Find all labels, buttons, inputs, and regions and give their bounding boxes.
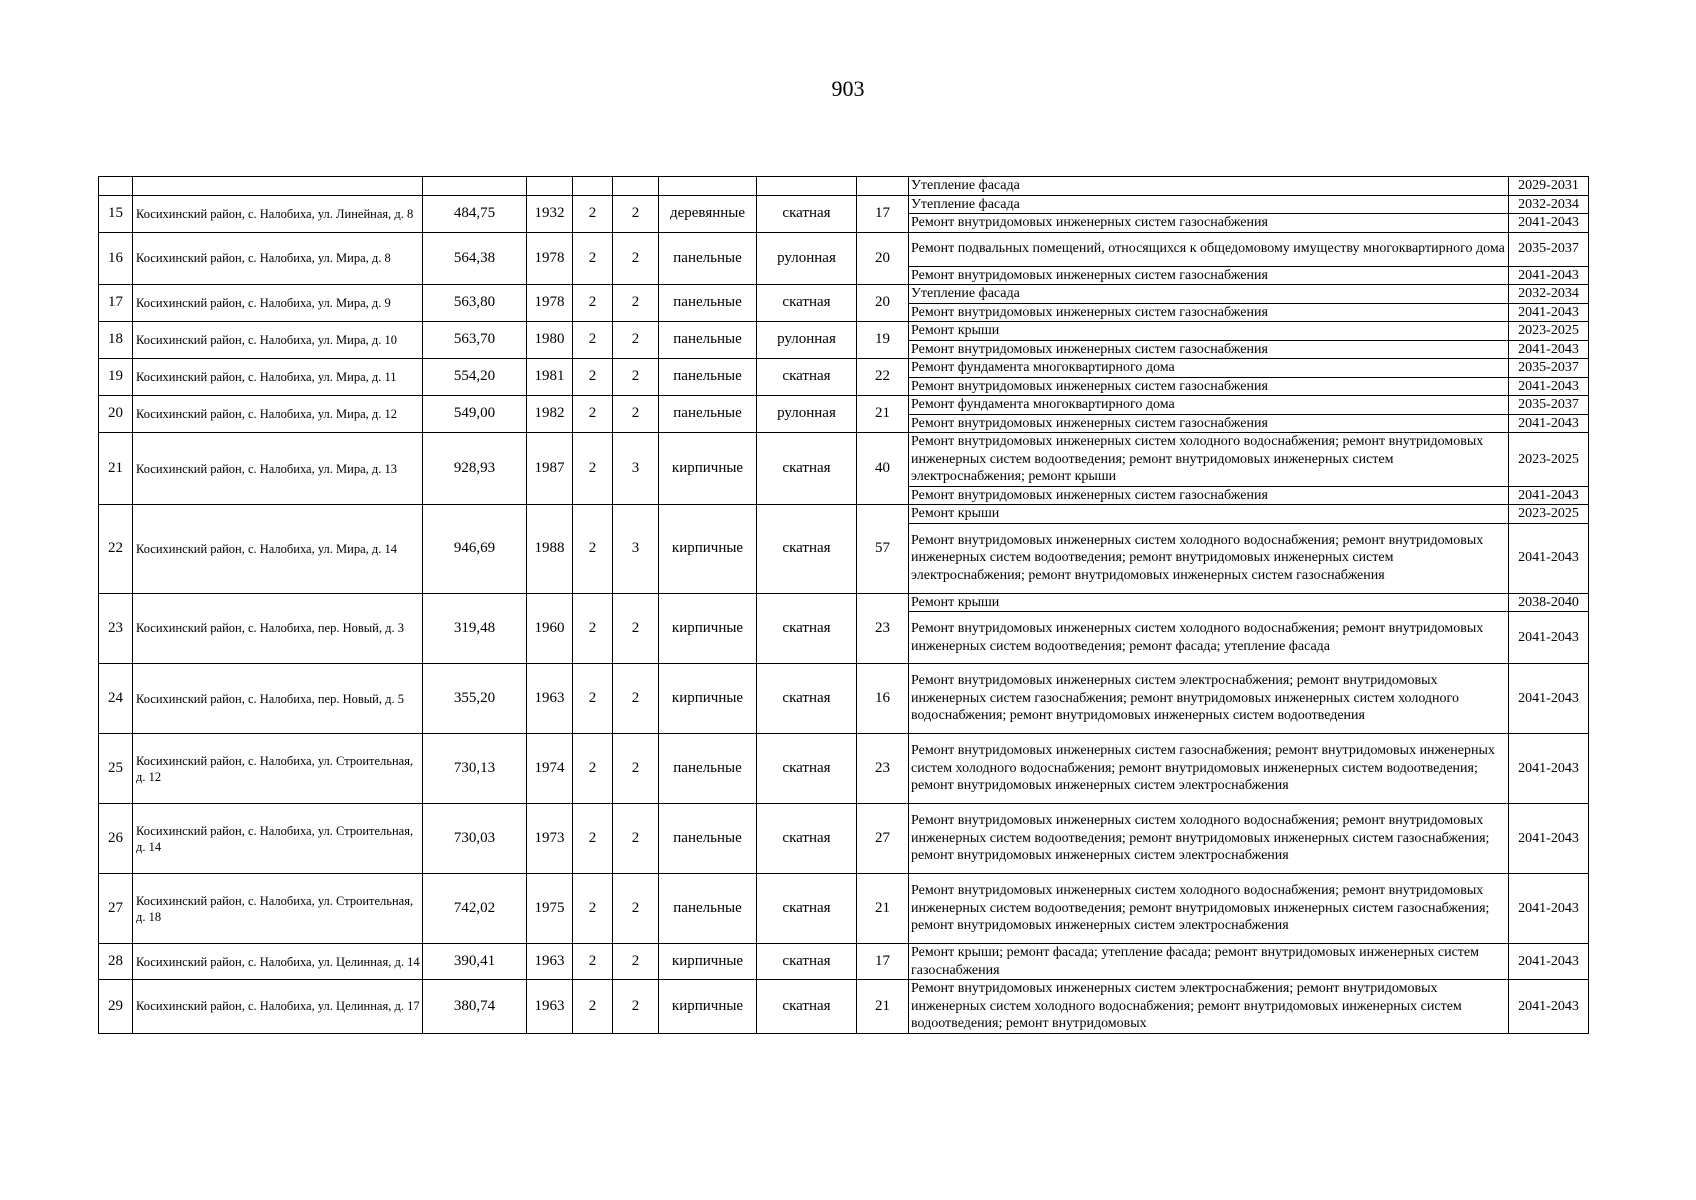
empty-cell — [857, 177, 909, 196]
build-year-cell: 1963 — [527, 664, 573, 734]
repair-work-cell: Утепление фасада — [909, 285, 1509, 304]
empty-cell — [613, 177, 659, 196]
area-cell: 549,00 — [423, 396, 527, 433]
floors-cell: 2 — [573, 664, 613, 734]
address-cell: Косихинский район, с. Налобиха, ул. Целинная, д. 14 — [133, 944, 423, 980]
build-year-cell: 1988 — [527, 505, 573, 594]
entrances-cell: 2 — [613, 874, 659, 944]
repair-work-cell: Ремонт внутридомовых инженерных систем газоснабжения — [909, 340, 1509, 359]
wall-material-cell: панельные — [659, 285, 757, 322]
table-row — [99, 285, 1589, 304]
area-cell: 564,38 — [423, 232, 527, 285]
row-number-cell: 15 — [99, 195, 133, 232]
area-cell: 742,02 — [423, 874, 527, 944]
build-year-cell: 1960 — [527, 593, 573, 664]
address-cell: Косихинский район, с. Налобиха, ул. Мира, д. 8 — [133, 232, 423, 285]
repair-work-cell: Ремонт крыши — [909, 505, 1509, 524]
repair-period-cell: 2041-2043 — [1509, 486, 1589, 505]
wall-material-cell: деревянные — [659, 195, 757, 232]
repair-work-cell: Ремонт внутридомовых инженерных систем холодного водоснабжения; ремонт внутридомовых инженерных систем водоотведения; ремонт фасада; утепление фасада — [909, 612, 1509, 664]
count-cell: 23 — [857, 593, 909, 664]
entrances-cell: 2 — [613, 396, 659, 433]
repair-work-cell: Утепление фасада — [909, 195, 1509, 214]
area-cell: 390,41 — [423, 944, 527, 980]
table-row — [99, 433, 1589, 487]
empty-cell — [573, 177, 613, 196]
repair-period-cell: 2023-2025 — [1509, 505, 1589, 524]
area-cell: 319,48 — [423, 593, 527, 664]
table-row — [99, 396, 1589, 415]
build-year-cell: 1982 — [527, 396, 573, 433]
repair-work-cell: Ремонт внутридомовых инженерных систем холодного водоснабжения; ремонт внутридомовых инженерных систем водоотведения; ремонт внутридомовых инженерных систем газоснабжения; ремонт внутридомовых инженерных систем электроснабжения — [909, 874, 1509, 944]
repair-period-cell: 2023-2025 — [1509, 322, 1589, 341]
entrances-cell: 2 — [613, 734, 659, 804]
entrances-cell: 2 — [613, 980, 659, 1034]
table-row — [99, 505, 1589, 524]
table-body — [99, 177, 1589, 1034]
floors-cell: 2 — [573, 505, 613, 594]
floors-cell: 2 — [573, 232, 613, 285]
address-cell: Косихинский район, с. Налобиха, ул. Мира, д. 11 — [133, 359, 423, 396]
floors-cell: 2 — [573, 593, 613, 664]
repair-work-cell: Ремонт крыши — [909, 322, 1509, 341]
roof-type-cell: скатная — [757, 433, 857, 505]
empty-cell — [659, 177, 757, 196]
repair-period-cell: 2041-2043 — [1509, 214, 1589, 233]
repair-work-cell: Ремонт внутридомовых инженерных систем газоснабжения — [909, 414, 1509, 433]
floors-cell: 2 — [573, 804, 613, 874]
area-cell: 563,80 — [423, 285, 527, 322]
table-row — [99, 944, 1589, 980]
count-cell: 19 — [857, 322, 909, 359]
address-cell: Косихинский район, с. Налобиха, пер. Новый, д. 5 — [133, 664, 423, 734]
repair-work-cell: Ремонт фундамента многоквартирного дома — [909, 396, 1509, 415]
table-row — [99, 980, 1589, 1034]
table-row — [99, 593, 1589, 612]
repair-period-cell: 2041-2043 — [1509, 414, 1589, 433]
table-row — [99, 874, 1589, 944]
area-cell: 928,93 — [423, 433, 527, 505]
build-year-cell: 1975 — [527, 874, 573, 944]
count-cell: 23 — [857, 734, 909, 804]
floors-cell: 2 — [573, 980, 613, 1034]
wall-material-cell: панельные — [659, 396, 757, 433]
empty-cell — [527, 177, 573, 196]
count-cell: 21 — [857, 874, 909, 944]
repair-period-cell: 2038-2040 — [1509, 593, 1589, 612]
repair-work-cell: Утепление фасада — [909, 177, 1509, 196]
address-cell: Косихинский район, с. Налобиха, ул. Мира, д. 13 — [133, 433, 423, 505]
roof-type-cell: скатная — [757, 804, 857, 874]
repair-work-cell: Ремонт крыши — [909, 593, 1509, 612]
empty-cell — [99, 177, 133, 196]
repair-period-cell: 2041-2043 — [1509, 340, 1589, 359]
repair-work-cell: Ремонт фундамента многоквартирного дома — [909, 359, 1509, 378]
wall-material-cell: панельные — [659, 874, 757, 944]
roof-type-cell: скатная — [757, 359, 857, 396]
roof-type-cell: скатная — [757, 980, 857, 1034]
floors-cell: 2 — [573, 322, 613, 359]
area-cell: 380,74 — [423, 980, 527, 1034]
entrances-cell: 3 — [613, 433, 659, 505]
count-cell: 20 — [857, 285, 909, 322]
row-number-cell: 16 — [99, 232, 133, 285]
floors-cell: 2 — [573, 195, 613, 232]
build-year-cell: 1981 — [527, 359, 573, 396]
repair-work-cell: Ремонт внутридомовых инженерных систем газоснабжения — [909, 214, 1509, 233]
repair-period-cell: 2041-2043 — [1509, 612, 1589, 664]
area-cell: 730,03 — [423, 804, 527, 874]
count-cell: 21 — [857, 396, 909, 433]
repair-period-cell: 2023-2025 — [1509, 433, 1589, 487]
repair-period-cell: 2032-2034 — [1509, 285, 1589, 304]
build-year-cell: 1980 — [527, 322, 573, 359]
build-year-cell: 1963 — [527, 980, 573, 1034]
wall-material-cell: кирпичные — [659, 980, 757, 1034]
address-cell: Косихинский район, с. Налобиха, ул. Линейная, д. 8 — [133, 195, 423, 232]
build-year-cell: 1973 — [527, 804, 573, 874]
entrances-cell: 2 — [613, 285, 659, 322]
row-number-cell: 21 — [99, 433, 133, 505]
area-cell: 563,70 — [423, 322, 527, 359]
row-number-cell: 22 — [99, 505, 133, 594]
repair-period-cell: 2041-2043 — [1509, 980, 1589, 1034]
row-number-cell: 29 — [99, 980, 133, 1034]
roof-type-cell: скатная — [757, 505, 857, 594]
area-cell: 484,75 — [423, 195, 527, 232]
repair-period-cell: 2041-2043 — [1509, 804, 1589, 874]
entrances-cell: 3 — [613, 505, 659, 594]
count-cell: 57 — [857, 505, 909, 594]
table-row — [99, 232, 1589, 266]
table-row — [99, 359, 1589, 378]
address-cell: Косихинский район, с. Налобиха, ул. Строительная, д. 14 — [133, 804, 423, 874]
wall-material-cell: кирпичные — [659, 593, 757, 664]
row-number-cell: 17 — [99, 285, 133, 322]
repair-work-cell: Ремонт внутридомовых инженерных систем холодного водоснабжения; ремонт внутридомовых инженерных систем водоотведения; ремонт внутридомовых инженерных систем электроснабжения; ремонт крыши — [909, 433, 1509, 487]
build-year-cell: 1978 — [527, 232, 573, 285]
roof-type-cell: рулонная — [757, 322, 857, 359]
wall-material-cell: панельные — [659, 734, 757, 804]
table-row — [99, 734, 1589, 804]
row-number-cell: 18 — [99, 322, 133, 359]
floors-cell: 2 — [573, 874, 613, 944]
floors-cell: 2 — [573, 359, 613, 396]
empty-cell — [423, 177, 527, 196]
count-cell: 17 — [857, 944, 909, 980]
repair-period-cell: 2035-2037 — [1509, 359, 1589, 378]
row-number-cell: 25 — [99, 734, 133, 804]
floors-cell: 2 — [573, 396, 613, 433]
build-year-cell: 1974 — [527, 734, 573, 804]
roof-type-cell: скатная — [757, 664, 857, 734]
roof-type-cell: скатная — [757, 944, 857, 980]
floors-cell: 2 — [573, 433, 613, 505]
repair-work-cell: Ремонт крыши; ремонт фасада; утепление фасада; ремонт внутридомовых инженерных систем газоснабжения — [909, 944, 1509, 980]
repair-period-cell: 2035-2037 — [1509, 396, 1589, 415]
row-number-cell: 24 — [99, 664, 133, 734]
entrances-cell: 2 — [613, 322, 659, 359]
row-number-cell: 26 — [99, 804, 133, 874]
repair-period-cell: 2041-2043 — [1509, 266, 1589, 285]
capital-repair-table — [98, 176, 1589, 1034]
row-number-cell: 27 — [99, 874, 133, 944]
build-year-cell: 1932 — [527, 195, 573, 232]
repair-period-cell: 2041-2043 — [1509, 734, 1589, 804]
roof-type-cell: рулонная — [757, 396, 857, 433]
wall-material-cell: панельные — [659, 322, 757, 359]
wall-material-cell: кирпичные — [659, 944, 757, 980]
repair-work-cell: Ремонт подвальных помещений, относящихся к общедомовому имуществу многоквартирного дома — [909, 232, 1509, 266]
build-year-cell: 1963 — [527, 944, 573, 980]
roof-type-cell: рулонная — [757, 232, 857, 285]
repair-work-cell: Ремонт внутридомовых инженерных систем газоснабжения — [909, 303, 1509, 322]
area-cell: 554,20 — [423, 359, 527, 396]
entrances-cell: 2 — [613, 195, 659, 232]
roof-type-cell: скатная — [757, 734, 857, 804]
address-cell: Косихинский район, с. Налобиха, пер. Новый, д. 3 — [133, 593, 423, 664]
row-number-cell: 28 — [99, 944, 133, 980]
area-cell: 730,13 — [423, 734, 527, 804]
entrances-cell: 2 — [613, 232, 659, 285]
repair-period-cell: 2029-2031 — [1509, 177, 1589, 196]
build-year-cell: 1978 — [527, 285, 573, 322]
address-cell: Косихинский район, с. Налобиха, ул. Мира, д. 10 — [133, 322, 423, 359]
roof-type-cell: скатная — [757, 874, 857, 944]
area-cell: 355,20 — [423, 664, 527, 734]
count-cell: 27 — [857, 804, 909, 874]
empty-cell — [133, 177, 423, 196]
address-cell: Косихинский район, с. Налобиха, ул. Строительная, д. 18 — [133, 874, 423, 944]
repair-period-cell: 2041-2043 — [1509, 874, 1589, 944]
repair-period-cell: 2041-2043 — [1509, 523, 1589, 593]
address-cell: Косихинский район, с. Налобиха, ул. Строительная, д. 12 — [133, 734, 423, 804]
count-cell: 16 — [857, 664, 909, 734]
address-cell: Косихинский район, с. Налобиха, ул. Мира, д. 14 — [133, 505, 423, 594]
build-year-cell: 1987 — [527, 433, 573, 505]
table-row — [99, 177, 1589, 196]
wall-material-cell: кирпичные — [659, 505, 757, 594]
repair-work-cell: Ремонт внутридомовых инженерных систем электроснабжения; ремонт внутридомовых инженерных систем холодного водоснабжения; ремонт внутридомовых инженерных систем водоотведения; ремонт внутридомовых — [909, 980, 1509, 1034]
table-row — [99, 664, 1589, 734]
address-cell: Косихинский район, с. Налобиха, ул. Мира, д. 12 — [133, 396, 423, 433]
table-row — [99, 322, 1589, 341]
wall-material-cell: панельные — [659, 804, 757, 874]
floors-cell: 2 — [573, 734, 613, 804]
table-row — [99, 804, 1589, 874]
page-number: 903 — [831, 76, 865, 101]
entrances-cell: 2 — [613, 944, 659, 980]
wall-material-cell: кирпичные — [659, 433, 757, 505]
address-cell: Косихинский район, с. Налобиха, ул. Целинная, д. 17 — [133, 980, 423, 1034]
row-number-cell: 19 — [99, 359, 133, 396]
roof-type-cell: скатная — [757, 195, 857, 232]
address-cell: Косихинский район, с. Налобиха, ул. Мира, д. 9 — [133, 285, 423, 322]
repair-period-cell: 2041-2043 — [1509, 377, 1589, 396]
repair-work-cell: Ремонт внутридомовых инженерных систем газоснабжения — [909, 266, 1509, 285]
repair-work-cell: Ремонт внутридомовых инженерных систем холодного водоснабжения; ремонт внутридомовых инженерных систем водоотведения; ремонт внутридомовых инженерных систем электроснабжения; ремонт внутридомовых инженерных систем газоснабжения — [909, 523, 1509, 593]
wall-material-cell: кирпичные — [659, 664, 757, 734]
repair-work-cell: Ремонт внутридомовых инженерных систем газоснабжения — [909, 486, 1509, 505]
repair-work-cell: Ремонт внутридомовых инженерных систем газоснабжения — [909, 377, 1509, 396]
repair-period-cell: 2041-2043 — [1509, 664, 1589, 734]
area-cell: 946,69 — [423, 505, 527, 594]
row-number-cell: 20 — [99, 396, 133, 433]
wall-material-cell: панельные — [659, 359, 757, 396]
entrances-cell: 2 — [613, 593, 659, 664]
repair-work-cell: Ремонт внутридомовых инженерных систем электроснабжения; ремонт внутридомовых инженерных систем газоснабжения; ремонт внутридомовых инженерных систем холодного водоснабжения; ремонт внутридомовых инженерных систем водоотведения — [909, 664, 1509, 734]
count-cell: 40 — [857, 433, 909, 505]
repair-work-cell: Ремонт внутридомовых инженерных систем газоснабжения; ремонт внутридомовых инженерных систем холодного водоснабжения; ремонт внутридомовых инженерных систем водоотведения; ремонт внутридомовых инженерных систем электроснабжения — [909, 734, 1509, 804]
entrances-cell: 2 — [613, 359, 659, 396]
table-row — [99, 195, 1589, 214]
entrances-cell: 2 — [613, 804, 659, 874]
count-cell: 17 — [857, 195, 909, 232]
repair-period-cell: 2041-2043 — [1509, 303, 1589, 322]
floors-cell: 2 — [573, 285, 613, 322]
floors-cell: 2 — [573, 944, 613, 980]
empty-cell — [757, 177, 857, 196]
roof-type-cell: скатная — [757, 285, 857, 322]
roof-type-cell: скатная — [757, 593, 857, 664]
entrances-cell: 2 — [613, 664, 659, 734]
repair-period-cell: 2041-2043 — [1509, 944, 1589, 980]
count-cell: 20 — [857, 232, 909, 285]
repair-work-cell: Ремонт внутридомовых инженерных систем холодного водоснабжения; ремонт внутридомовых инженерных систем водоотведения; ремонт внутридомовых инженерных систем газоснабжения; ремонт внутридомовых инженерных систем электроснабжения — [909, 804, 1509, 874]
repair-period-cell: 2035-2037 — [1509, 232, 1589, 266]
repair-period-cell: 2032-2034 — [1509, 195, 1589, 214]
wall-material-cell: панельные — [659, 232, 757, 285]
count-cell: 22 — [857, 359, 909, 396]
row-number-cell: 23 — [99, 593, 133, 664]
count-cell: 21 — [857, 980, 909, 1034]
